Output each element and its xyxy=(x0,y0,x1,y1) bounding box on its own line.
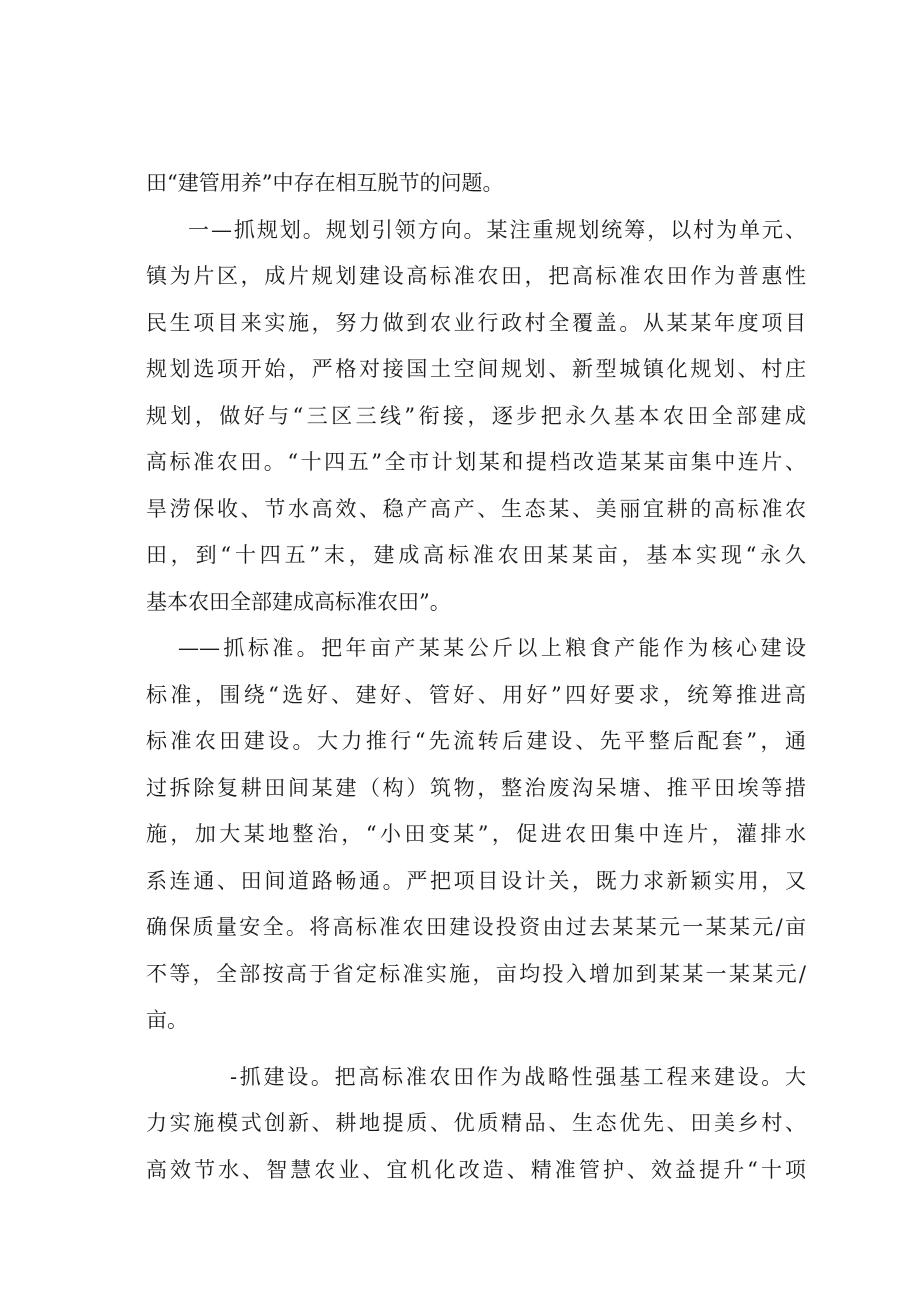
text-line: 田，到“十四五”末，建成高标准农田某某亩，基本实现“永久 xyxy=(146,543,806,567)
text-line: 镇为片区，成片规划建设高标准农田，把高标准农田作为普惠性 xyxy=(146,264,806,288)
paragraph-standards xyxy=(146,625,806,1044)
text-line: 基本农田全部建成高标准农田”。 xyxy=(146,589,451,614)
text-line: 确保质量安全。将高标准农田建设投资由过去某某元一某某元/亩 xyxy=(146,915,806,939)
paragraph-construction xyxy=(146,1054,806,1194)
text-line: 标准农田建设。大力推行“先流转后建设、先平整后配套”，通 xyxy=(146,729,806,753)
text-line: 力实施模式创新、耕地提质、优质精品、生态优先、田美乡村、 xyxy=(146,1111,806,1135)
text-line: 田“建管用养”中存在相互脱节的问题。 xyxy=(146,171,504,195)
text-line: ——抓标准。把年亩产某某公斤以上粮食产能作为核心建设 xyxy=(178,636,806,660)
text-line: 施，加大某地整治，“小田变某”，促进农田集中连片，灌排水 xyxy=(146,822,806,846)
text-line: -抓建设。把高标准农田作为战略性强基工程来建设。大 xyxy=(230,1064,806,1089)
text-line: 标准，围绕“选好、建好、管好、用好”四好要求，统筹推进高 xyxy=(146,682,806,707)
document-body xyxy=(146,160,806,1193)
text-line: 过拆除复耕田间某建（构）筑物，整治废沟呆塘、推平田埃等措 xyxy=(146,775,806,800)
text-line: 高标准农田。“十四五”全市计划某和提档改造某某亩集中连片、 xyxy=(146,450,806,474)
text-line: 亩。 xyxy=(146,1008,188,1032)
text-line: 一—抓规划。规划引领方向。某注重规划统筹，以村为单元、 xyxy=(188,217,806,242)
text-line: 规划，做好与“三区三线”衔接，逐步把永久基本农田全部建成 xyxy=(146,403,806,428)
text-line: 不等，全部按高于省定标准实施，亩均投入增加到某某一某某元/ xyxy=(146,961,806,986)
paragraph-planning xyxy=(146,207,806,626)
paragraph-continuation xyxy=(146,160,806,207)
text-line: 高效节水、智慧农业、宜机化改造、精准管护、效益提升“十项 xyxy=(146,1157,806,1182)
text-line: 民生项目来实施，努力做到农业行政村全覆盖。从某某年度项目 xyxy=(146,310,806,335)
text-line: 规划选项开始，严格对接国土空间规划、新型城镇化规划、村庄 xyxy=(146,357,806,381)
text-line: 系连通、田间道路畅通。严把项目设计关，既力求新颖实用，又 xyxy=(146,868,806,893)
text-line: 旱涝保收、节水高效、稳产高产、生态某、美丽宜耕的高标准农 xyxy=(146,496,806,521)
